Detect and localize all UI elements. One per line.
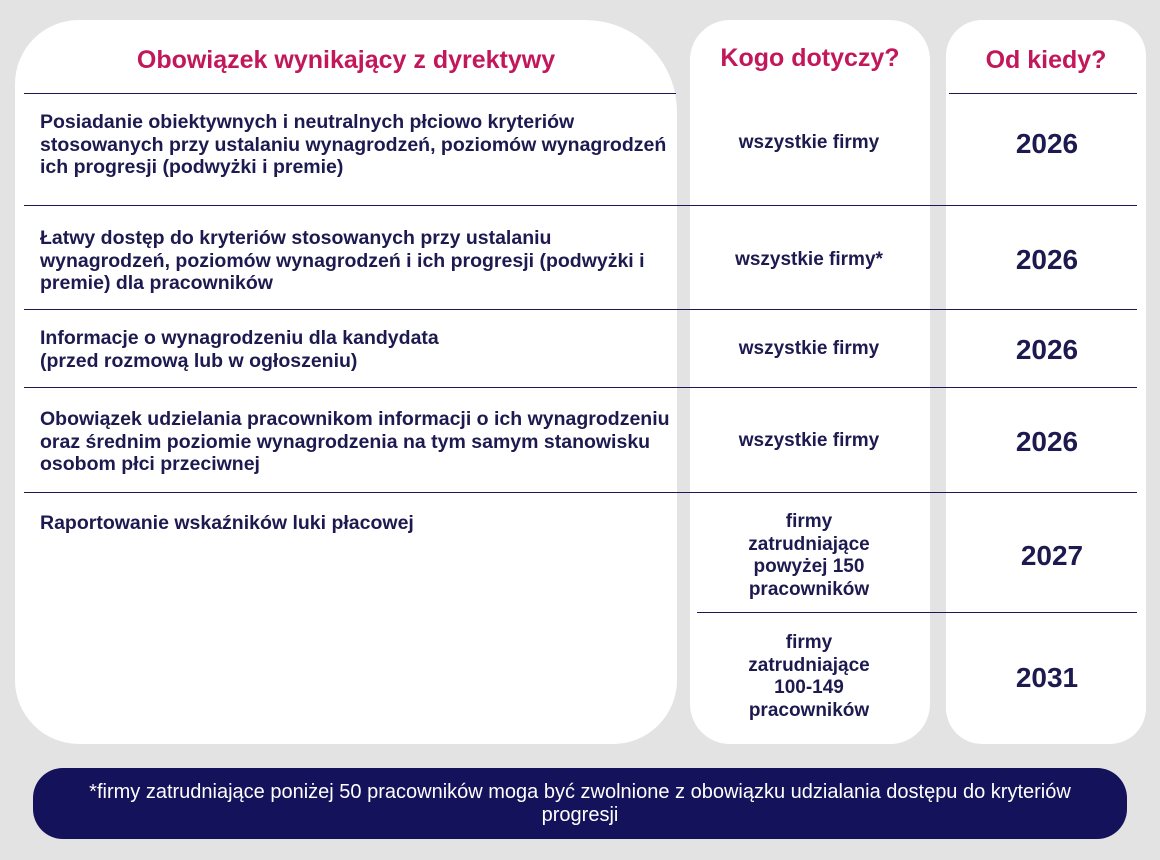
obligation-text: Informacje o wynagrodzeniu dla kandydata (przed rozmową lub w ogłoszeniu) [40, 327, 439, 372]
footnote-box [33, 768, 1127, 839]
year-text: 2027 [1020, 540, 1084, 571]
who-text: firmy zatrudniające powyżej 150 pracowników [748, 511, 870, 600]
year-text: 2026 [1015, 244, 1079, 275]
year-text: 2026 [1015, 426, 1079, 457]
obligation-text: Obowiązek udzielania pracownikom informacji o ich wynagrodzeniu oraz średnim poziomie wynagrodzenia na tym samym stanowisku osobom płci przeciwnej [40, 408, 670, 475]
divider-line [24, 309, 1137, 310]
footnote-text: *firmy zatrudniające poniżej 50 pracowników moga być zwolnione z obowiązku udzialania dostępu do kryteriów progresji [89, 780, 1071, 826]
divider-line [24, 93, 676, 94]
who-text: wszystkie firmy [738, 132, 880, 153]
year-text: 2026 [1015, 128, 1079, 159]
header-who: Kogo dotyczy? [720, 44, 900, 72]
who-text: firmy zatrudniające 100-149 pracowników [748, 632, 870, 721]
divider-line [24, 205, 1137, 206]
divider-line [24, 387, 1137, 388]
obligation-text: Łatwy dostęp do kryteriów stosowanych przy ustalaniu wynagrodzeń, poziomów wynagrodzeń i ich progresji (podwyżki i premie) dla pracowników [40, 227, 645, 294]
year-text: 2031 [1015, 662, 1079, 693]
who-text: wszystkie firmy* [735, 249, 883, 270]
who-text: wszystkie firmy [738, 430, 880, 451]
divider-line [24, 492, 1137, 493]
obligation-text: Posiadanie obiektywnych i neutralnych płciowo kryteriów stosowanych przy ustalaniu wynagrodzeń, poziomów wynagrodzeń ich progresji (podwyżki i premie) [40, 111, 667, 178]
obligation-text: Raportowanie wskaźników luki płacowej [40, 512, 414, 534]
header-when: Od kiedy? [985, 46, 1107, 74]
year-text: 2026 [1015, 334, 1079, 365]
who-text: wszystkie firmy [738, 338, 880, 359]
divider-line [949, 93, 1137, 94]
divider-line [697, 612, 1137, 613]
header-obligation: Obowiązek wynikający z dyrektywy [136, 46, 556, 74]
